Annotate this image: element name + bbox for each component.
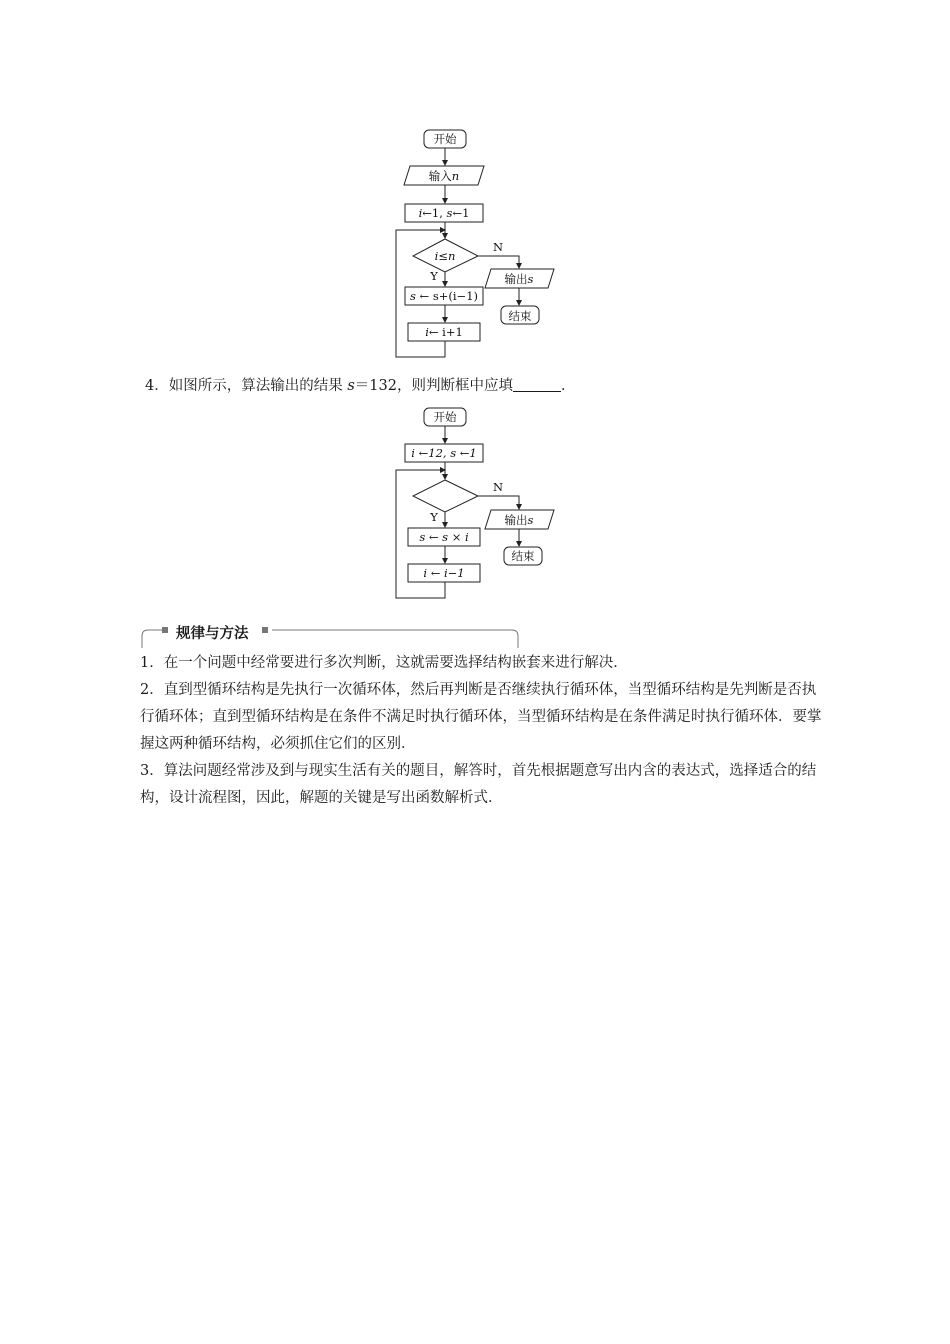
svg-text:输出s — [505, 272, 534, 286]
output-prefix-2: 输出 — [504, 513, 528, 527]
inc-rest: ← i+1 — [428, 325, 463, 339]
question-number: 4． — [145, 378, 169, 394]
yes-label: Y — [430, 269, 438, 283]
init-label-2: i ←12, s ←1 — [411, 446, 477, 460]
flowchart-1 — [0, 120, 950, 365]
no-label-2: N — [492, 480, 504, 494]
point-3: 3．算法问题经常涉及到与现实生活有关的题目，解答时，首先根据题意写出内含的表达式，选择适合的结构，设计流程图，因此，解题的关键是写出函数解析式． — [140, 763, 817, 806]
output-var: s — [527, 272, 534, 286]
cond-n: n — [447, 249, 456, 263]
svg-text:i≤n — [435, 249, 456, 263]
question-4 — [145, 374, 575, 395]
output-prefix: 输出 — [504, 272, 528, 286]
svg-text:s ← s+(i−1) — [410, 289, 478, 303]
svg-text:i← i+1 — [425, 325, 463, 339]
question-text-before: 如图所示，算法输出的结果 — [168, 378, 348, 394]
start-label: 开始 — [433, 132, 457, 146]
inc-var: i — [425, 325, 429, 339]
end-label: 结束 — [508, 309, 532, 323]
init-rest: ←1, — [422, 206, 447, 220]
start-label-2: 开始 — [433, 410, 457, 424]
answer-blank[interactable] — [513, 377, 561, 392]
decision-diamond-2 — [413, 480, 478, 512]
init-s-rest: ←1 — [452, 206, 470, 220]
no-label: N — [492, 240, 504, 254]
flowchart-2 — [0, 400, 950, 605]
init-s: s — [446, 206, 453, 220]
yes-label-2: Y — [430, 510, 438, 524]
svg-text:输出s — [505, 513, 534, 527]
point-1: 1．在一个问题中经常要进行多次判断，这就需要选择结构嵌套来进行解决． — [140, 655, 628, 671]
section-header — [140, 622, 520, 650]
input-var: n — [451, 169, 460, 183]
end-label-2: 结束 — [511, 549, 535, 563]
question-var: s — [347, 378, 355, 394]
cond-op: ≤ — [438, 249, 448, 263]
svg-text:i←1, s←1 — [419, 206, 470, 220]
update-s-rest: ← s+(i−1) — [415, 289, 478, 303]
cond-i: i — [434, 249, 439, 263]
update-s-var: s — [410, 289, 416, 303]
decrement-label: i ← i−1 — [423, 566, 465, 580]
init-i: i — [418, 206, 423, 220]
output-var-2: s — [527, 513, 534, 527]
point-2: 2．直到型循环结构是先执行一次循环体，然后再判断是否继续执行循环体，当型循环结构是先判断是否执行循环体；直到型循环结构是在条件不满足时执行循环体，当型循环结构是在条件满足时执行循环体．要掌握这两种循环结构，必须抓住它们的区别． — [140, 682, 822, 752]
question-eq: ＝132，则判断框中应填 — [354, 378, 513, 394]
svg-text:输入n — [429, 169, 459, 183]
input-prefix: 输入 — [428, 169, 452, 183]
section-title: 规律与方法 — [172, 622, 253, 643]
question-text-after: ． — [560, 378, 576, 394]
update-s-label-2: s ← s × i — [419, 530, 469, 544]
